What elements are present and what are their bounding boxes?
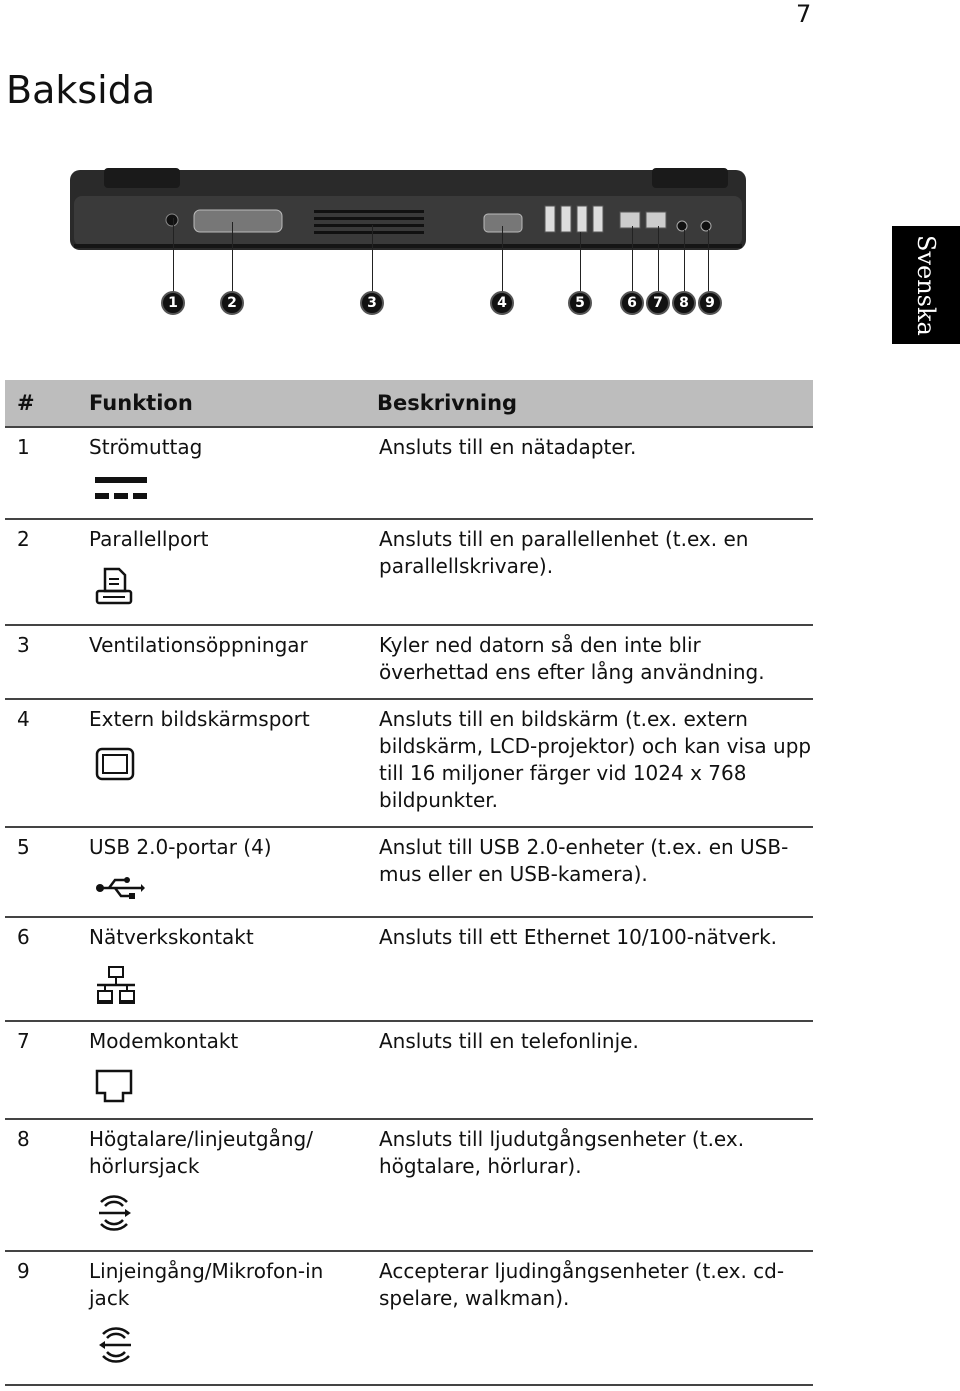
table-row	[5, 827, 813, 917]
page-title: Baksida	[6, 68, 156, 112]
row-num: 4	[5, 699, 77, 827]
monitor-icon	[95, 747, 135, 781]
row-num: 7	[5, 1021, 77, 1119]
callout-5: 5	[568, 291, 592, 315]
table-row	[5, 1119, 813, 1251]
header-function: Funktion	[77, 380, 365, 427]
row-num: 2	[5, 519, 77, 625]
callout-8: 8	[672, 291, 696, 315]
modem-icon	[95, 1069, 133, 1103]
table-row	[5, 427, 813, 519]
callout-9: 9	[698, 291, 722, 315]
row-function	[77, 427, 365, 519]
row-num: 6	[5, 917, 77, 1021]
table-row	[5, 1021, 813, 1119]
callout-6: 6	[620, 291, 644, 315]
row-description: Ansluts till en bildskärm (t.ex. extern bildskärm, LCD-projektor) och kan visa upp till 16 miljoner färger vid 1024 x 768 bildpunkter.	[365, 699, 813, 827]
audio-out-icon	[95, 1194, 135, 1232]
table-row	[5, 699, 813, 827]
ports-table	[5, 380, 813, 1386]
row-function	[77, 699, 365, 827]
row-num: 9	[5, 1251, 77, 1385]
language-tab	[892, 226, 960, 344]
table-row	[5, 519, 813, 625]
table-row	[5, 1251, 813, 1385]
row-description: Accepterar ljudingångsenheter (t.ex. cd-spelare, walkman).	[365, 1251, 813, 1385]
row-num: 3	[5, 625, 77, 699]
row-description: Ansluts till ljudutgångsenheter (t.ex. högtalare, hörlurar).	[365, 1119, 813, 1251]
row-function-label: Modemkontakt	[89, 1029, 239, 1053]
callout-7: 7	[646, 291, 670, 315]
row-function-label: Nätverkskontakt	[89, 925, 254, 949]
row-function	[77, 1119, 365, 1251]
table-header-row	[5, 380, 813, 427]
row-function-label: Högtalare/linjeutgång/ hörlursjack	[89, 1127, 313, 1178]
laptop-rear-illustration	[60, 160, 760, 260]
row-num: 8	[5, 1119, 77, 1251]
printer-icon	[95, 567, 133, 607]
row-num: 1	[5, 427, 77, 519]
row-function-label: USB 2.0-portar (4)	[89, 835, 272, 859]
row-function	[77, 827, 365, 917]
header-description: Beskrivning	[365, 380, 813, 427]
row-function-label: Parallellport	[89, 527, 209, 551]
row-description: Ansluts till ett Ethernet 10/100-nätverk.	[365, 917, 813, 1021]
row-num: 5	[5, 827, 77, 917]
row-description: Ansluts till en parallellenhet (t.ex. en parallellskrivare).	[365, 519, 813, 625]
row-function-label: Extern bildskärmsport	[89, 707, 310, 731]
row-function-label: Linjeingång/Mikrofon-in jack	[89, 1259, 324, 1310]
table-row	[5, 917, 813, 1021]
table-row	[5, 625, 813, 699]
row-function	[77, 1251, 365, 1385]
row-function	[77, 917, 365, 1021]
callout-4: 4	[490, 291, 514, 315]
row-description: Ansluts till en telefonlinje.	[365, 1021, 813, 1119]
language-tab-label: Svenska	[912, 234, 940, 336]
row-function-label: Strömuttag	[89, 435, 203, 459]
row-function-label: Ventilationsöppningar	[89, 633, 308, 657]
page-number: 7	[796, 0, 812, 28]
row-description: Kyler ned datorn så den inte blir överhettad ens efter lång användning.	[365, 625, 813, 699]
row-function	[77, 625, 365, 699]
callout-3: 3	[360, 291, 384, 315]
network-icon	[95, 965, 137, 1005]
header-num: #	[5, 380, 77, 427]
usb-icon	[95, 875, 145, 901]
row-description: Anslut till USB 2.0-enheter (t.ex. en USB-mus eller en USB-kamera).	[365, 827, 813, 917]
callout-1: 1	[161, 291, 185, 315]
row-function	[77, 1021, 365, 1119]
callout-2: 2	[220, 291, 244, 315]
row-description: Ansluts till en nätadapter.	[365, 427, 813, 519]
dc-power-icon	[95, 475, 149, 503]
row-function	[77, 519, 365, 625]
audio-in-icon	[95, 1326, 135, 1364]
